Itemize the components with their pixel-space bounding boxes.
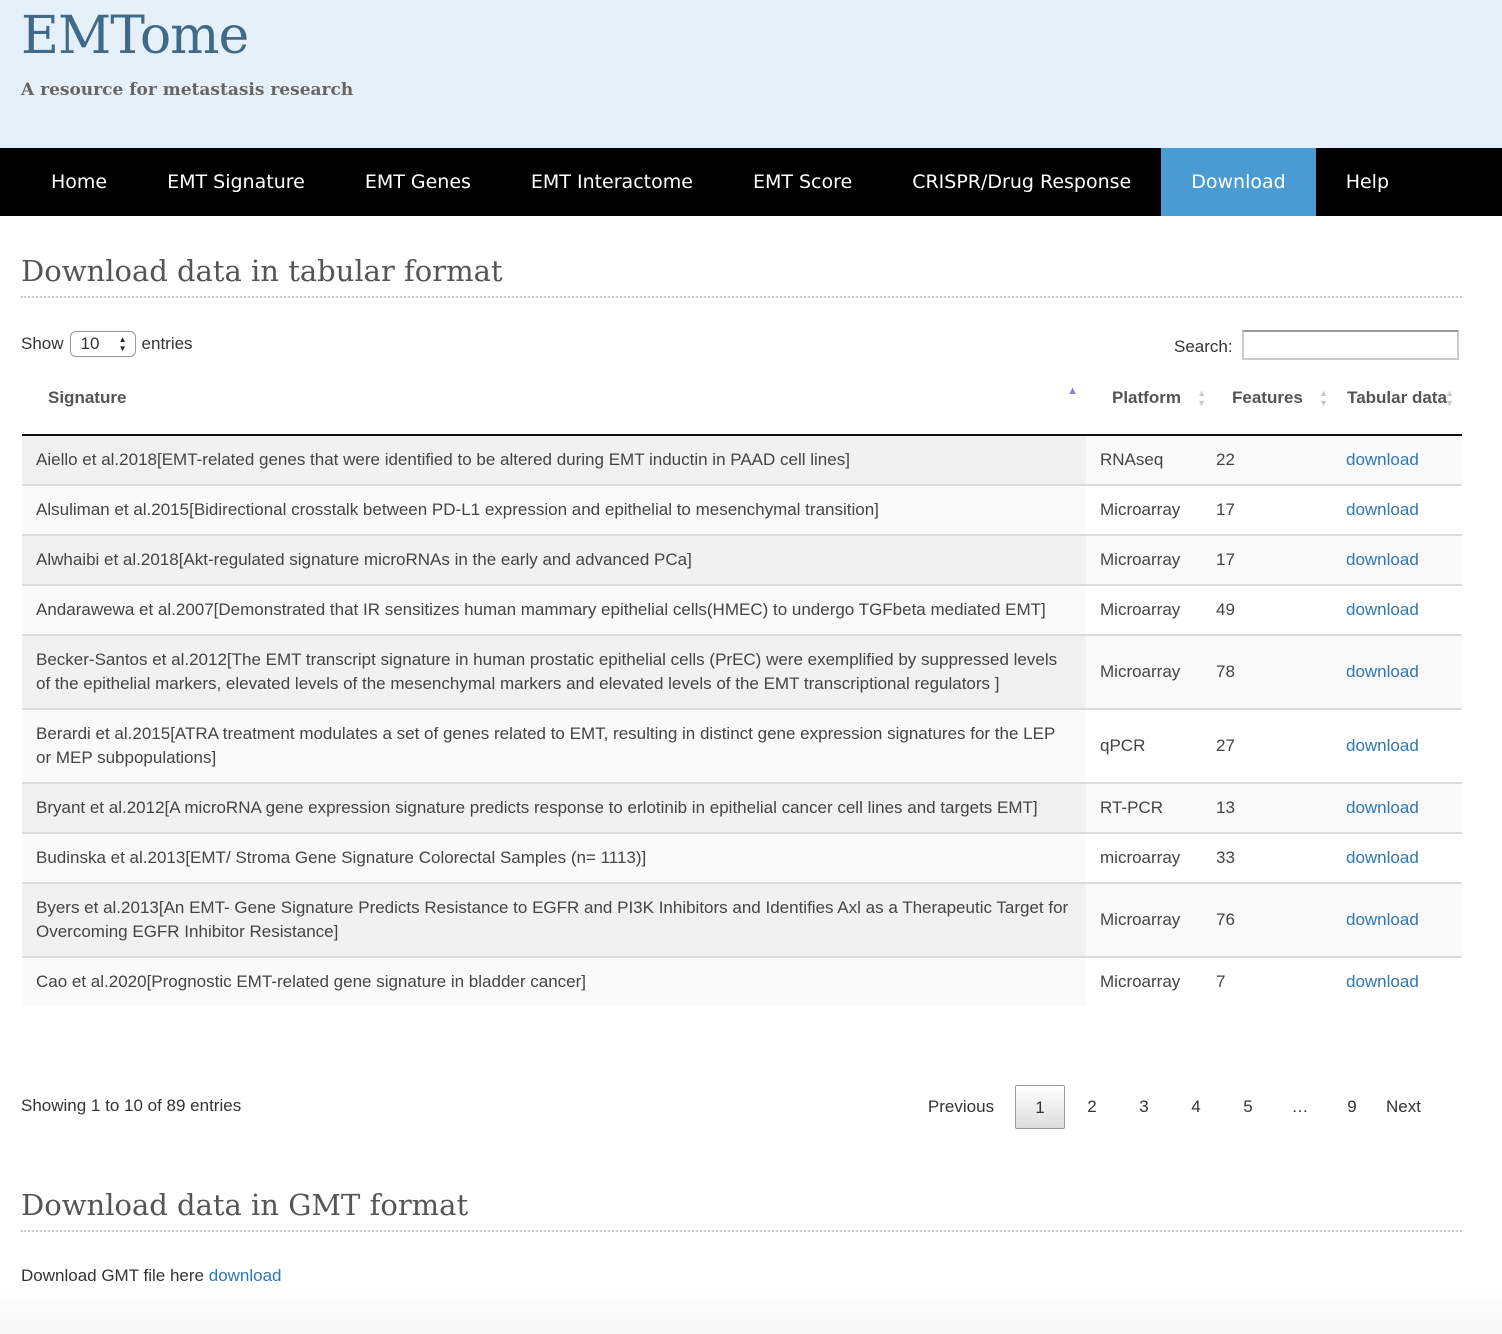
cell-tabular-data: [1334, 635, 1462, 709]
column-label-platform: Platform: [1112, 388, 1181, 407]
cell-signature: Alwhaibi et al.2018[Akt-regulated signature microRNAs in the early and advanced PCa]: [22, 535, 1086, 585]
cell-features: 13: [1214, 783, 1334, 833]
table-row: [22, 783, 1462, 833]
main-nav: [0, 148, 1502, 216]
pagination-page-9[interactable]: 9: [1347, 1097, 1357, 1116]
entries-length-control: [21, 330, 193, 358]
table-row: [22, 957, 1462, 1006]
cell-tabular-data: [1334, 585, 1462, 635]
download-link[interactable]: download: [1346, 450, 1419, 469]
pagination-previous[interactable]: Previous: [927, 1097, 995, 1116]
cell-platform: microarray: [1086, 833, 1214, 883]
cell-features: 78: [1214, 635, 1334, 709]
download-link[interactable]: download: [1346, 910, 1419, 929]
signatures-table: [22, 362, 1462, 1006]
download-link[interactable]: download: [1346, 736, 1419, 755]
site-header: [0, 0, 1502, 148]
site-logo[interactable]: EMTome: [21, 6, 249, 66]
tabular-section-title: Download data in tabular format: [21, 254, 1462, 298]
table-search: [1174, 330, 1459, 360]
nav-item-help[interactable]: Help: [1345, 171, 1390, 193]
nav-item-emt-signature[interactable]: EMT Signature: [167, 171, 305, 193]
cell-signature: Aiello et al.2018[EMT-related genes that were identified to be altered during EMT inductin in PAAD cell lines]: [22, 435, 1086, 485]
nav-item-emt-genes[interactable]: EMT Genes: [364, 171, 471, 193]
cell-features: 76: [1214, 883, 1334, 957]
nav-item-download[interactable]: Download: [1161, 148, 1315, 216]
gmt-download-line: [21, 1266, 282, 1286]
sort-both-icon: ▲ ▼: [1319, 388, 1328, 408]
cell-features: 49: [1214, 585, 1334, 635]
cell-signature: Cao et al.2020[Prognostic EMT-related gene signature in bladder cancer]: [22, 957, 1086, 1006]
cell-tabular-data: [1334, 833, 1462, 883]
pagination-page-5[interactable]: 5: [1243, 1097, 1253, 1116]
sort-both-icon: ▲ ▼: [1197, 388, 1206, 408]
entries-select-value: 10: [80, 334, 100, 353]
cell-features: 33: [1214, 833, 1334, 883]
cell-platform: Microarray: [1086, 485, 1214, 535]
sort-ascending-icon: ▲: [1067, 385, 1078, 397]
cell-signature: Budinska et al.2013[EMT/ Stroma Gene Signature Colorectal Samples (n= 1113)]: [22, 833, 1086, 883]
gmt-text: Download GMT file here: [21, 1266, 204, 1285]
column-header-platform[interactable]: [1086, 362, 1214, 435]
nav-item-emt-score[interactable]: EMT Score: [752, 171, 853, 193]
download-link[interactable]: download: [1346, 798, 1419, 817]
cell-tabular-data: [1334, 783, 1462, 833]
column-header-signature[interactable]: [22, 362, 1086, 435]
sort-both-icon: ▲ ▼: [1445, 388, 1454, 408]
table-row: [22, 635, 1462, 709]
nav-item-crispr-drug-response[interactable]: CRISPR/Drug Response: [912, 171, 1132, 193]
pagination-page-1[interactable]: 1: [1015, 1085, 1065, 1129]
table-row: [22, 485, 1462, 535]
select-arrows-icon: ▲ ▼: [118, 335, 127, 353]
cell-platform: RT-PCR: [1086, 783, 1214, 833]
show-label: Show: [21, 334, 64, 353]
column-header-tabular-data[interactable]: [1334, 362, 1462, 435]
cell-tabular-data: [1334, 957, 1462, 1006]
cell-tabular-data: [1334, 883, 1462, 957]
cell-signature: Andarawewa et al.2007[Demonstrated that IR sensitizes human mammary epithelial cells(HMEC) to undergo TGFbeta mediated EMT]: [22, 585, 1086, 635]
entries-select[interactable]: [70, 331, 136, 357]
cell-tabular-data: [1334, 485, 1462, 535]
cell-tabular-data: [1334, 535, 1462, 585]
nav-item-home[interactable]: Home: [51, 171, 108, 193]
cell-signature: Bryant et al.2012[A microRNA gene expression signature predicts response to erlotinib in epithelial cancer cell lines and targets EMT]: [22, 783, 1086, 833]
site-tagline: A resource for metastasis research: [21, 80, 354, 100]
pagination-ellipsis: …: [1291, 1097, 1309, 1116]
pagination-next[interactable]: Next: [1386, 1097, 1421, 1116]
cell-features: 27: [1214, 709, 1334, 783]
cell-features: 7: [1214, 957, 1334, 1006]
pagination-page-4[interactable]: 4: [1191, 1097, 1201, 1116]
table-row: [22, 585, 1462, 635]
download-link[interactable]: download: [1346, 600, 1419, 619]
table-header-row: [22, 362, 1462, 435]
table-row: [22, 435, 1462, 485]
cell-signature: Alsuliman et al.2015[Bidirectional crosstalk between PD-L1 expression and epithelial to mesenchymal transition]: [22, 485, 1086, 535]
download-link[interactable]: download: [1346, 972, 1419, 991]
cell-platform: Microarray: [1086, 957, 1214, 1006]
cell-signature: Becker-Santos et al.2012[The EMT transcript signature in human prostatic epithelial cells (PrEC) were exemplified by suppressed levels of the epithelial markers, elevated levels of the mesenchymal markers and elevated levels of the EMT transcriptional regulators ]: [22, 635, 1086, 709]
cell-tabular-data: [1334, 435, 1462, 485]
search-input[interactable]: [1242, 330, 1459, 360]
cell-platform: Microarray: [1086, 585, 1214, 635]
table-row: [22, 535, 1462, 585]
gmt-section-title: Download data in GMT format: [21, 1188, 1462, 1232]
download-link[interactable]: download: [1346, 500, 1419, 519]
column-label-tabular-data: Tabular data: [1347, 388, 1447, 407]
table-row: [22, 883, 1462, 957]
cell-platform: RNAseq: [1086, 435, 1214, 485]
table-row: [22, 833, 1462, 883]
cell-platform: qPCR: [1086, 709, 1214, 783]
table-info: Showing 1 to 10 of 89 entries: [21, 1096, 242, 1115]
gmt-download-link[interactable]: download: [208, 1266, 282, 1285]
nav-item-emt-interactome[interactable]: EMT Interactome: [530, 171, 693, 193]
search-label: Search:: [1174, 337, 1233, 356]
entries-label: entries: [141, 334, 193, 353]
column-header-features[interactable]: [1214, 362, 1334, 435]
pagination-page-2[interactable]: 2: [1087, 1097, 1097, 1116]
download-link[interactable]: download: [1346, 662, 1419, 681]
pagination: [908, 1084, 1454, 1130]
cell-features: 17: [1214, 535, 1334, 585]
table-row: [22, 709, 1462, 783]
download-link[interactable]: download: [1346, 848, 1419, 867]
cell-platform: Microarray: [1086, 535, 1214, 585]
download-link[interactable]: download: [1346, 550, 1419, 569]
cell-platform: Microarray: [1086, 883, 1214, 957]
cell-features: 22: [1214, 435, 1334, 485]
cell-platform: Microarray: [1086, 635, 1214, 709]
pagination-page-3[interactable]: 3: [1139, 1097, 1149, 1116]
cell-features: 17: [1214, 485, 1334, 535]
column-label-signature: Signature: [48, 388, 127, 407]
page-footer-fade: [0, 1290, 1502, 1334]
column-label-features: Features: [1232, 388, 1303, 407]
cell-signature: Berardi et al.2015[ATRA treatment modulates a set of genes related to EMT, resulting in distinct gene expression signatures for the LEP or MEP subpopulations]: [22, 709, 1086, 783]
cell-tabular-data: [1334, 709, 1462, 783]
cell-signature: Byers et al.2013[An EMT- Gene Signature Predicts Resistance to EGFR and PI3K Inhibitors and Identifies Axl as a Therapeutic Target for Overcoming EGFR Inhibitor Resistance]: [22, 883, 1086, 957]
